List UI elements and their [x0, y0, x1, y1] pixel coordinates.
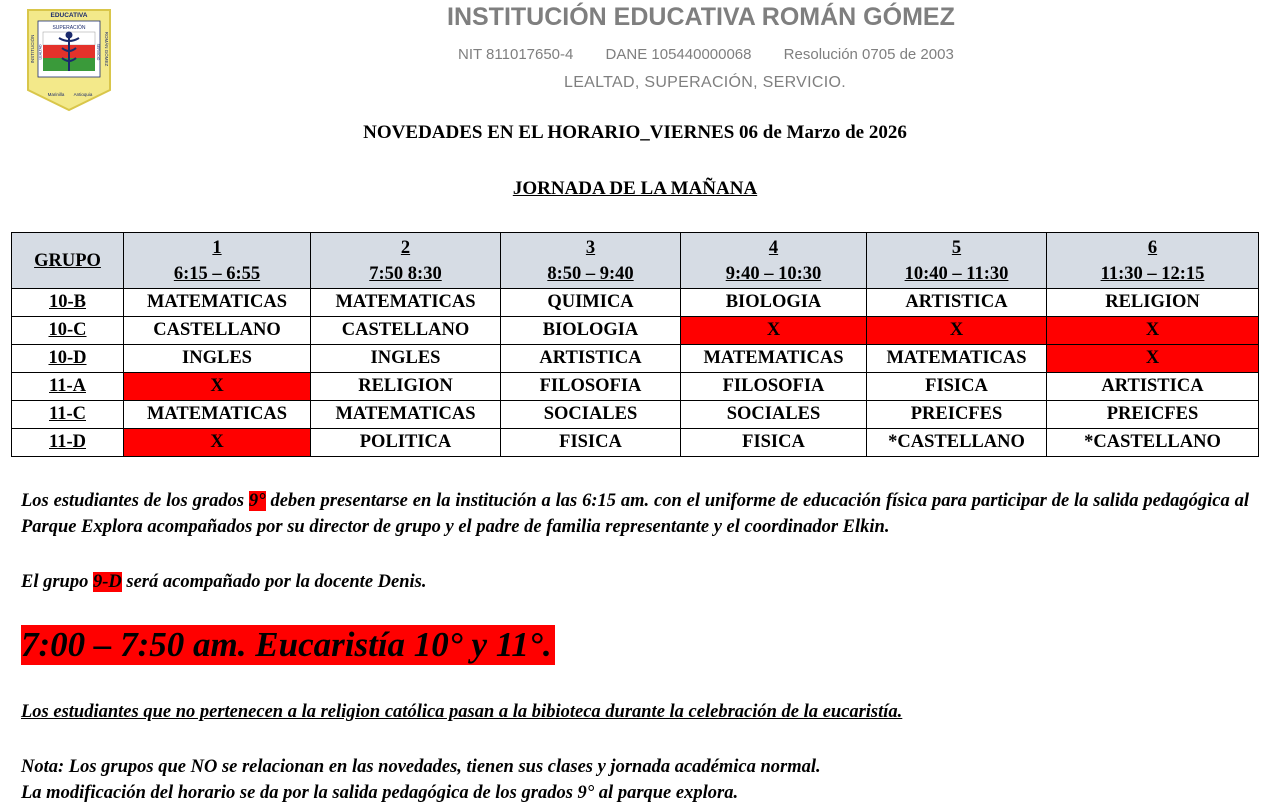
- subject-cell: FISICA: [501, 429, 681, 457]
- group-cell: 11-C: [12, 401, 124, 429]
- subject-cell: CASTELLANO: [311, 317, 501, 345]
- notice-text: deben presentarse en la institución a las 6:15 am. con el uniforme de educación física para participar de la salida pedagógica al Parque Explora acompañados por su director de grupo y el padre de familia representante y el coordinador Elkin.: [21, 491, 1249, 537]
- nit-number: NIT 811017650-4: [458, 46, 574, 63]
- cancelled-cell: X: [681, 317, 867, 345]
- logo-mid-left-text: LEALTAD: [38, 44, 43, 60]
- table-row: [12, 401, 1259, 429]
- institution-identifiers: [458, 46, 982, 63]
- notice-text: Los estudiantes de los grados: [21, 491, 249, 511]
- cancelled-cell: X: [124, 373, 311, 401]
- logo-bottom-right-text: Antioquia: [73, 92, 93, 97]
- logo-inner-text: SUPERACIÓN: [52, 25, 86, 31]
- group-cell: 10-B: [12, 289, 124, 317]
- table-row: [12, 429, 1259, 457]
- table-header-row: [12, 233, 1259, 289]
- highlighted-group: 9-D: [92, 572, 122, 592]
- subject-cell: MATEMATICAS: [124, 401, 311, 429]
- subject-cell: MATEMATICAS: [311, 401, 501, 429]
- period-number: 4: [768, 237, 779, 258]
- subject-cell: MATEMATICAS: [124, 289, 311, 317]
- subject-cell: FISICA: [867, 373, 1047, 401]
- table-row: [12, 317, 1259, 345]
- group-cell: 10-D: [12, 345, 124, 373]
- subject-cell: FISICA: [681, 429, 867, 457]
- logo-top-text: EDUCATIVA: [50, 12, 88, 19]
- period-header: [1047, 233, 1259, 289]
- group-column-header: GRUPO: [12, 233, 124, 289]
- subject-cell: PREICFES: [1047, 401, 1259, 429]
- period-time: 9:40 – 10:30: [725, 263, 822, 284]
- notice-text: será acompañado por la docente Denis.: [121, 572, 427, 592]
- religion-notice: Los estudiantes que no pertenecen a la religion católica pasan a la bibioteca durante la celebración de la eucaristía.: [21, 702, 903, 722]
- period-time: 6:15 – 6:55: [173, 263, 261, 284]
- notice-text: El grupo: [21, 572, 93, 592]
- subject-cell: INGLES: [124, 345, 311, 373]
- subject-cell: ARTISTICA: [1047, 373, 1259, 401]
- subject-cell: POLITICA: [311, 429, 501, 457]
- institution-motto: LEALTAD, SUPERACIÓN, SERVICIO.: [564, 74, 846, 91]
- subject-cell: FILOSOFIA: [501, 373, 681, 401]
- school-crest-logo: [26, 8, 112, 112]
- subject-cell: MATEMATICAS: [311, 289, 501, 317]
- group-cell: 11-D: [12, 429, 124, 457]
- period-time: 7:50 8:30: [369, 263, 442, 284]
- note-normal-schedule: Nota: Los grupos que NO se relacionan en las novedades, tienen sus clases y jornada académica normal.: [21, 757, 821, 777]
- cancelled-cell: X: [124, 429, 311, 457]
- subject-cell: *CASTELLANO: [1047, 429, 1259, 457]
- subject-cell: RELIGION: [311, 373, 501, 401]
- document-title: NOVEDADES EN EL HORARIO_VIERNES 06 de Marzo de 2026: [363, 122, 907, 143]
- subject-cell: QUIMICA: [501, 289, 681, 317]
- note-schedule-change: La modificación del horario se da por la salida pedagógica de los grados 9° al parque explora.: [21, 783, 739, 803]
- logo-bottom-left-text: Marinilla: [47, 92, 65, 97]
- subject-cell: INGLES: [311, 345, 501, 373]
- resolution-number: Resolución 0705 de 2003: [783, 46, 954, 63]
- table-row: [12, 373, 1259, 401]
- logo-left-text: INSTITUCIÓN: [30, 34, 35, 64]
- cancelled-cell: X: [1047, 345, 1259, 373]
- highlighted-grade: 9°: [248, 491, 266, 511]
- subject-cell: *CASTELLANO: [867, 429, 1047, 457]
- subject-cell: SOCIALES: [681, 401, 867, 429]
- logo-right-text: ROMÁN GÓMEZ: [104, 31, 109, 67]
- period-number: 5: [951, 237, 962, 258]
- period-header: [311, 233, 501, 289]
- group-escort-notice: [21, 569, 1249, 595]
- period-header: [867, 233, 1047, 289]
- subject-cell: CASTELLANO: [124, 317, 311, 345]
- field-trip-notice: [21, 488, 1249, 540]
- subject-cell: MATEMATICAS: [867, 345, 1047, 373]
- dane-number: DANE 105440000068: [605, 46, 752, 63]
- table-row: [12, 345, 1259, 373]
- logo-mid-right-text: SERVICIO: [96, 43, 100, 61]
- shift-title: JORNADA DE LA MAÑANA: [512, 178, 758, 199]
- subject-cell: RELIGION: [1047, 289, 1259, 317]
- subject-cell: MATEMATICAS: [681, 345, 867, 373]
- period-header: [681, 233, 867, 289]
- period-header: [501, 233, 681, 289]
- schedule-table: [11, 232, 1259, 457]
- institution-name: INSTITUCIÓN EDUCATIVA ROMÁN GÓMEZ: [447, 3, 955, 31]
- cancelled-cell: X: [867, 317, 1047, 345]
- period-header: [124, 233, 311, 289]
- period-time: 10:40 – 11:30: [904, 263, 1009, 284]
- period-time: 8:50 – 9:40: [547, 263, 634, 284]
- subject-cell: ARTISTICA: [867, 289, 1047, 317]
- period-number: 3: [585, 237, 596, 258]
- subject-cell: BIOLOGIA: [501, 317, 681, 345]
- subject-cell: SOCIALES: [501, 401, 681, 429]
- subject-cell: BIOLOGIA: [681, 289, 867, 317]
- subject-cell: FILOSOFIA: [681, 373, 867, 401]
- group-cell: 11-A: [12, 373, 124, 401]
- period-number: 1: [212, 237, 222, 258]
- eucharist-banner: 7:00 – 7:50 am. Eucaristía 10° y 11°.: [21, 625, 555, 665]
- table-row: [12, 289, 1259, 317]
- cancelled-cell: X: [1047, 317, 1259, 345]
- subject-cell: ARTISTICA: [501, 345, 681, 373]
- period-number: 6: [1147, 237, 1158, 258]
- period-time: 11:30 – 12:15: [1100, 263, 1205, 284]
- subject-cell: PREICFES: [867, 401, 1047, 429]
- group-cell: 10-C: [12, 317, 124, 345]
- period-number: 2: [400, 237, 411, 258]
